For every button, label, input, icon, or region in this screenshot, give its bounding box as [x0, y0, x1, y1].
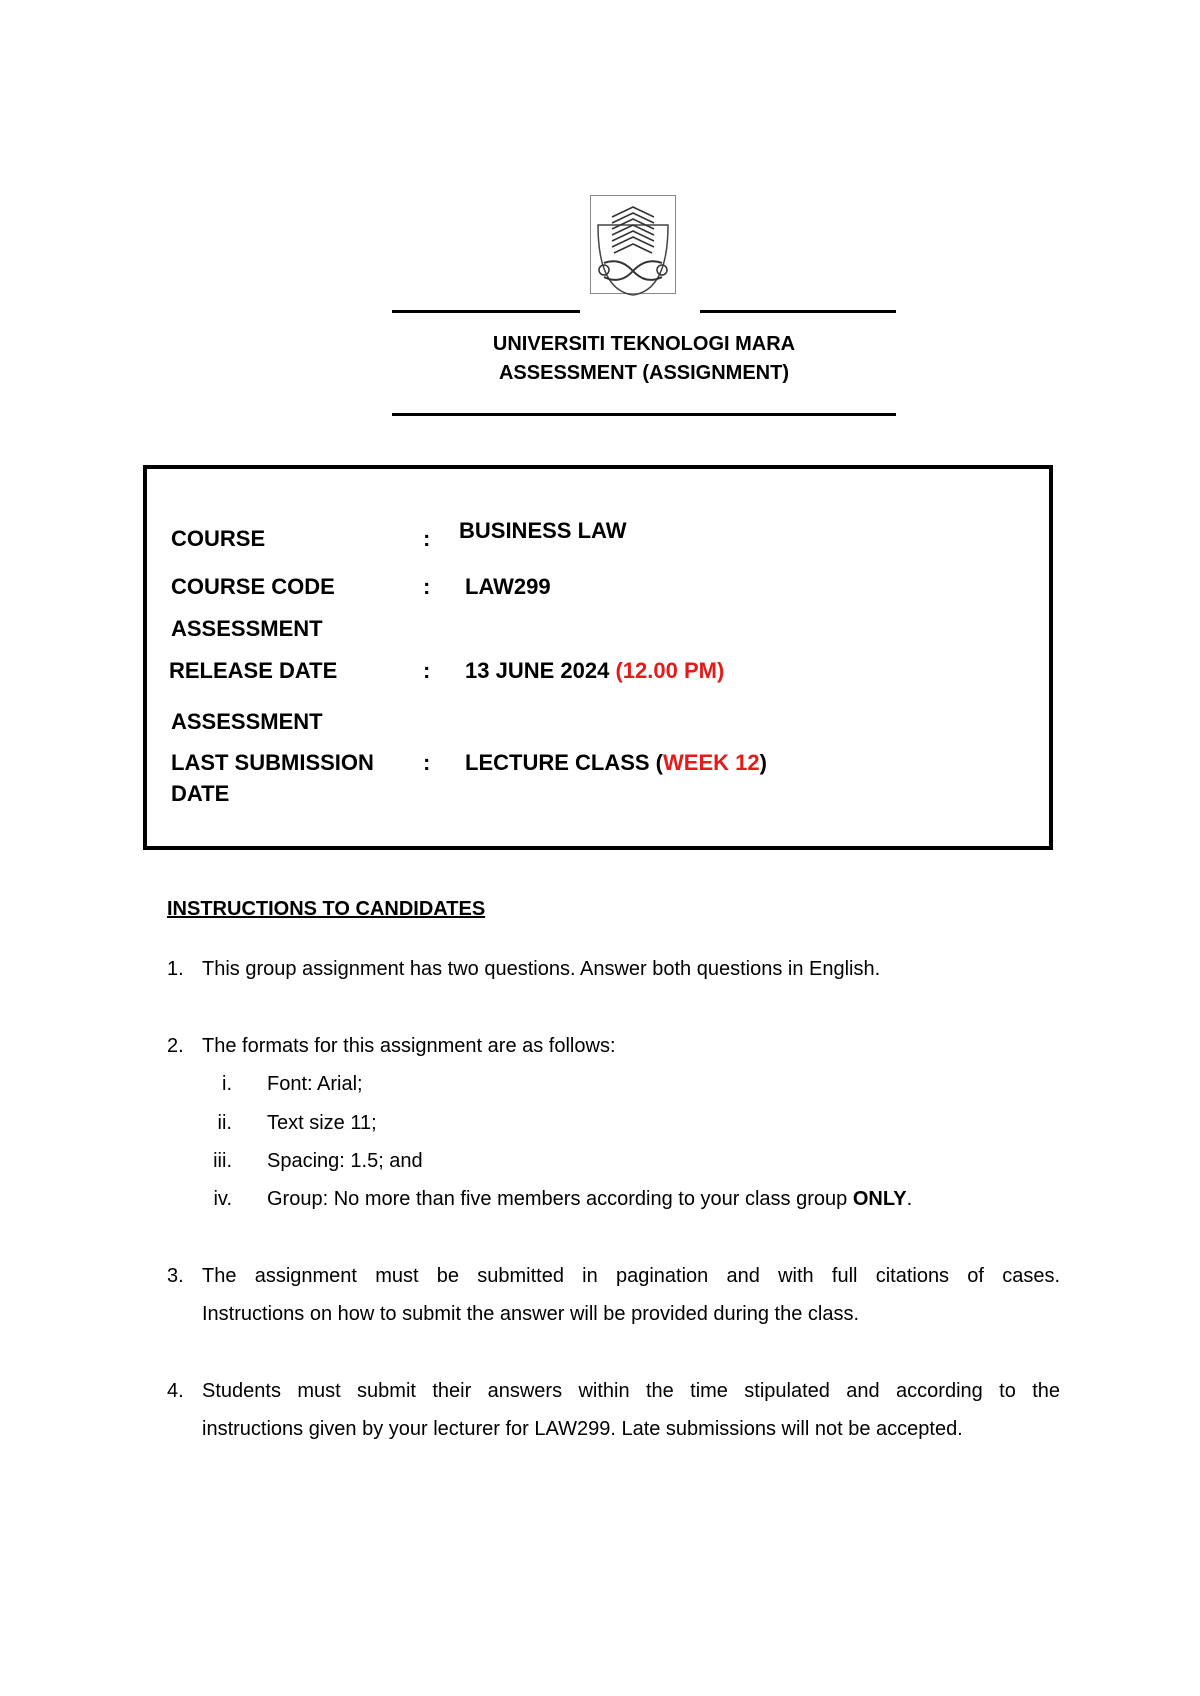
instruction-2-sub-iv-number: iv.	[213, 1188, 232, 1210]
header-rule-bottom	[392, 413, 896, 416]
university-name: UNIVERSITI TEKNOLOGI MARA	[492, 333, 796, 355]
header-rule-top-right	[700, 310, 896, 313]
assessment-type: ASSESSMENT (ASSIGNMENT)	[498, 362, 790, 384]
submission-week: WEEK 12	[663, 750, 760, 775]
instruction-2-sub-i-text: Font: Arial;	[267, 1073, 363, 1095]
instruction-2-sub-iii-number: iii.	[213, 1150, 232, 1172]
instruction-1-text: This group assignment has two questions. Answer both questions in English.	[202, 958, 881, 980]
instruction-2-number: 2.	[167, 1035, 184, 1057]
submission-prefix: LECTURE CLASS (	[465, 750, 663, 775]
instruction-2-text: The formats for this assignment are as follows:	[202, 1035, 616, 1057]
release-time: (12.00 PM)	[615, 658, 725, 683]
document-header	[392, 330, 896, 388]
header-rule-top-left	[392, 310, 580, 313]
sub-iv-text-bold: ONLY	[852, 1188, 907, 1210]
submission-label-line3: DATE	[171, 781, 230, 806]
instruction-1-number: 1.	[167, 958, 184, 980]
course-code-label: COURSE CODE	[171, 574, 335, 599]
sub-iv-text-tail: .	[906, 1188, 913, 1210]
instruction-3-number: 3.	[167, 1265, 184, 1287]
submission-colon: :	[423, 750, 431, 775]
course-colon: :	[423, 526, 431, 551]
instruction-2-sub-ii-text: Text size 11;	[267, 1112, 377, 1134]
submission-label-line1: ASSESSMENT	[171, 709, 323, 734]
instruction-3-line1: The assignment must be submitted in pagination and with full citations of cases.	[202, 1265, 1060, 1287]
submission-suffix: )	[759, 750, 767, 775]
course-value: BUSINESS LAW	[459, 518, 627, 543]
course-label: COURSE	[171, 526, 266, 551]
instruction-4-line1: Students must submit their answers within the time stipulated and according to the	[202, 1380, 1060, 1402]
instruction-2-sub-iv-text	[267, 1180, 912, 1218]
course-code-colon: :	[423, 574, 431, 599]
release-colon: :	[423, 658, 431, 683]
sub-iv-text-main: Group: No more than five members according to your class group	[267, 1188, 853, 1210]
instruction-2-sub-ii-number: ii.	[217, 1112, 232, 1134]
release-date-value	[465, 656, 724, 686]
release-label-line2: RELEASE DATE	[169, 658, 338, 683]
submission-label-line2: LAST SUBMISSION	[171, 750, 374, 775]
university-crest-logo	[590, 195, 680, 303]
release-label-line1: ASSESSMENT	[171, 616, 323, 641]
instructions-title: INSTRUCTIONS TO CANDIDATES	[167, 898, 486, 920]
instruction-3-line2: Instructions on how to submit the answer will be provided during the class.	[202, 1303, 860, 1325]
instruction-4-line2: instructions given by your lecturer for LAW299. Late submissions will not be accepted.	[202, 1418, 963, 1440]
course-info-box	[143, 465, 1053, 850]
release-date: 13 JUNE 2024	[465, 658, 610, 683]
instruction-2-sub-i-number: i.	[222, 1073, 232, 1095]
instruction-4-number: 4.	[167, 1380, 184, 1402]
submission-value	[465, 748, 767, 778]
course-code-value: LAW299	[465, 574, 551, 599]
instruction-2-sub-iii-text: Spacing: 1.5; and	[267, 1150, 423, 1172]
